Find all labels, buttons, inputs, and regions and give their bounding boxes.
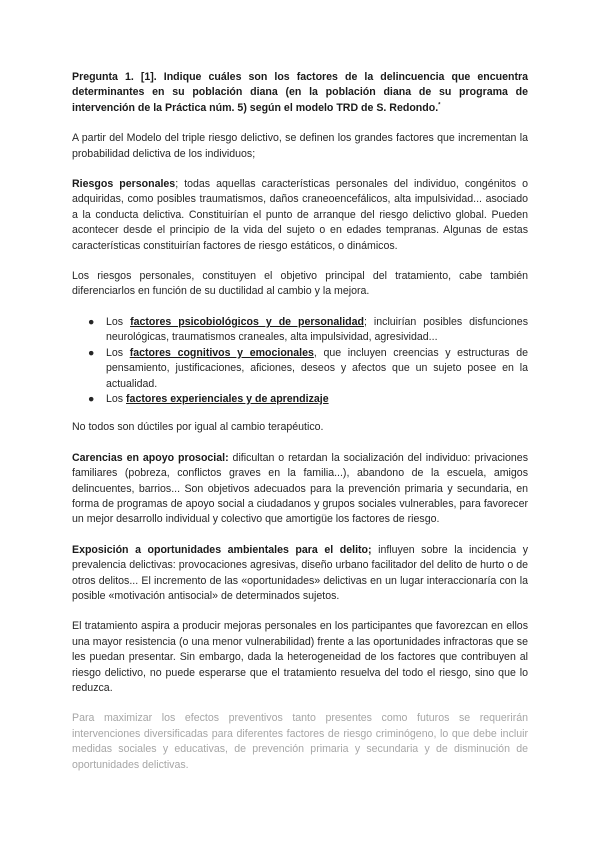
not-all-paragraph: No todos son dúctiles por igual al cambio terapéutico.	[72, 421, 324, 434]
personal-risks-text: ; todas aquellas características personales del individuo, congénitos o adquiridas, como posibles traumatismos, daños craneoencefálicos, alta impulsividad... asociado a la conducta delictiva. Constituirían el punto de arranque del riesgo delictivo global. Pueden acontecer desde el principio de la vida del sujeto o en edades tempranas. Algunas de estas características constituirían factores de riesgo estáticos, o dinámicos.	[72, 178, 529, 252]
prosocial-label: Carencias en apoyo prosocial:	[72, 451, 229, 464]
objective-paragraph: Los riesgos personales, constituyen el objetivo principal del tratamiento, cabe también diferenciarlos en función de su ductilidad al cambio y la mejora.	[72, 270, 528, 298]
list-item-label: factores cognitivos y emocionales	[129, 346, 314, 359]
exposure-paragraph	[72, 543, 528, 605]
personal-risks-paragraph	[72, 177, 528, 254]
list-item: ● Los factores experienciales y de aprendizaje	[106, 392, 528, 407]
exposure-label: Exposición a oportunidades ambientales para el delito;	[72, 543, 372, 556]
question-heading: Pregunta 1. [1]. Indique cuáles son los factores de la delincuencia que encuentra determinantes en su población diana (en la población diana de su programa de intervención de la Práctica núm. 5) según el modelo TRD de S. Redondo.*	[72, 71, 528, 114]
footnote-mark: *	[438, 102, 441, 109]
bullet-icon: ●	[88, 346, 95, 359]
prevention-paragraph: Para maximizar los efectos preventivos tanto presentes como futuros se requerirán intervenciones diversificadas para diferentes factores de riesgo criminógeno, lo que debe incluir medidas sociales y educativas, de prevención primaria y secundaria y de disminución de oportunidades delictivas.	[72, 712, 528, 771]
list-item: ● Los factores cognitivos y emocionales, que incluyen creencias y estructuras de pensamiento, justificaciones, aficiones, deseos y afectos que un sujeto posee en la actualidad.	[88, 346, 528, 390]
prosocial-text: dificultan o retardan la socialización del individuo: privaciones familiares (pobreza, conflictos graves en la familia...), abandono de la escuela, amigos delincuentes, barrios... Son objetivos adecuados para la prevención primaria y secundaria, en forma de programas de apoyo social a ciudadanos y grupos sociales vulnerables, para favorecer un mejor desarrollo individual y colectivo que amortigüe los factores de riesgo.	[72, 451, 528, 526]
list-item-label: factores psicobiológicos y de personalidad	[130, 315, 364, 328]
exposure-text: influyen sobre la incidencia y prevalencia delictivas: provocaciones agresivas, diseño urbano facilitador del delito de hurto o de otros delitos... El incremento de las «oportunidades» delictivas en un lugar interaccionaría con la posible «motivación antisocial» de determinados sujetos.	[72, 543, 529, 602]
bullet-icon: ●	[88, 392, 95, 405]
intro-paragraph: A partir del Modelo del triple riesgo delictivo, se definen los grandes factores que incrementan la probabilidad delictiva de los individuos;	[72, 132, 528, 160]
factors-list	[72, 315, 528, 407]
list-item-label: factores experienciales y de aprendizaje	[126, 392, 329, 405]
bullet-icon: ●	[88, 315, 95, 328]
treatment-paragraph: El tratamiento aspira a producir mejoras personales en los participantes que favorezcan en ellos una mayor resistencia (o una menor vulnerabilidad) frente a las oportunidades infractoras que se les puedan presentar. Sin embargo, dada la heterogeneidad de los factores que contribuyen al riesgo delictivo, no puede esperarse que el tratamiento resuelva del todo el riesgo, sino que lo reduzca.	[72, 620, 528, 694]
personal-risks-label: Riesgos personales	[72, 178, 176, 191]
prosocial-paragraph	[72, 451, 528, 528]
list-item: ● Los factores psicobiológicos y de personalidad; incluirían posibles disfunciones neurológicas, traumatismos craneales, alta impulsividad, agresividad...	[88, 315, 528, 344]
